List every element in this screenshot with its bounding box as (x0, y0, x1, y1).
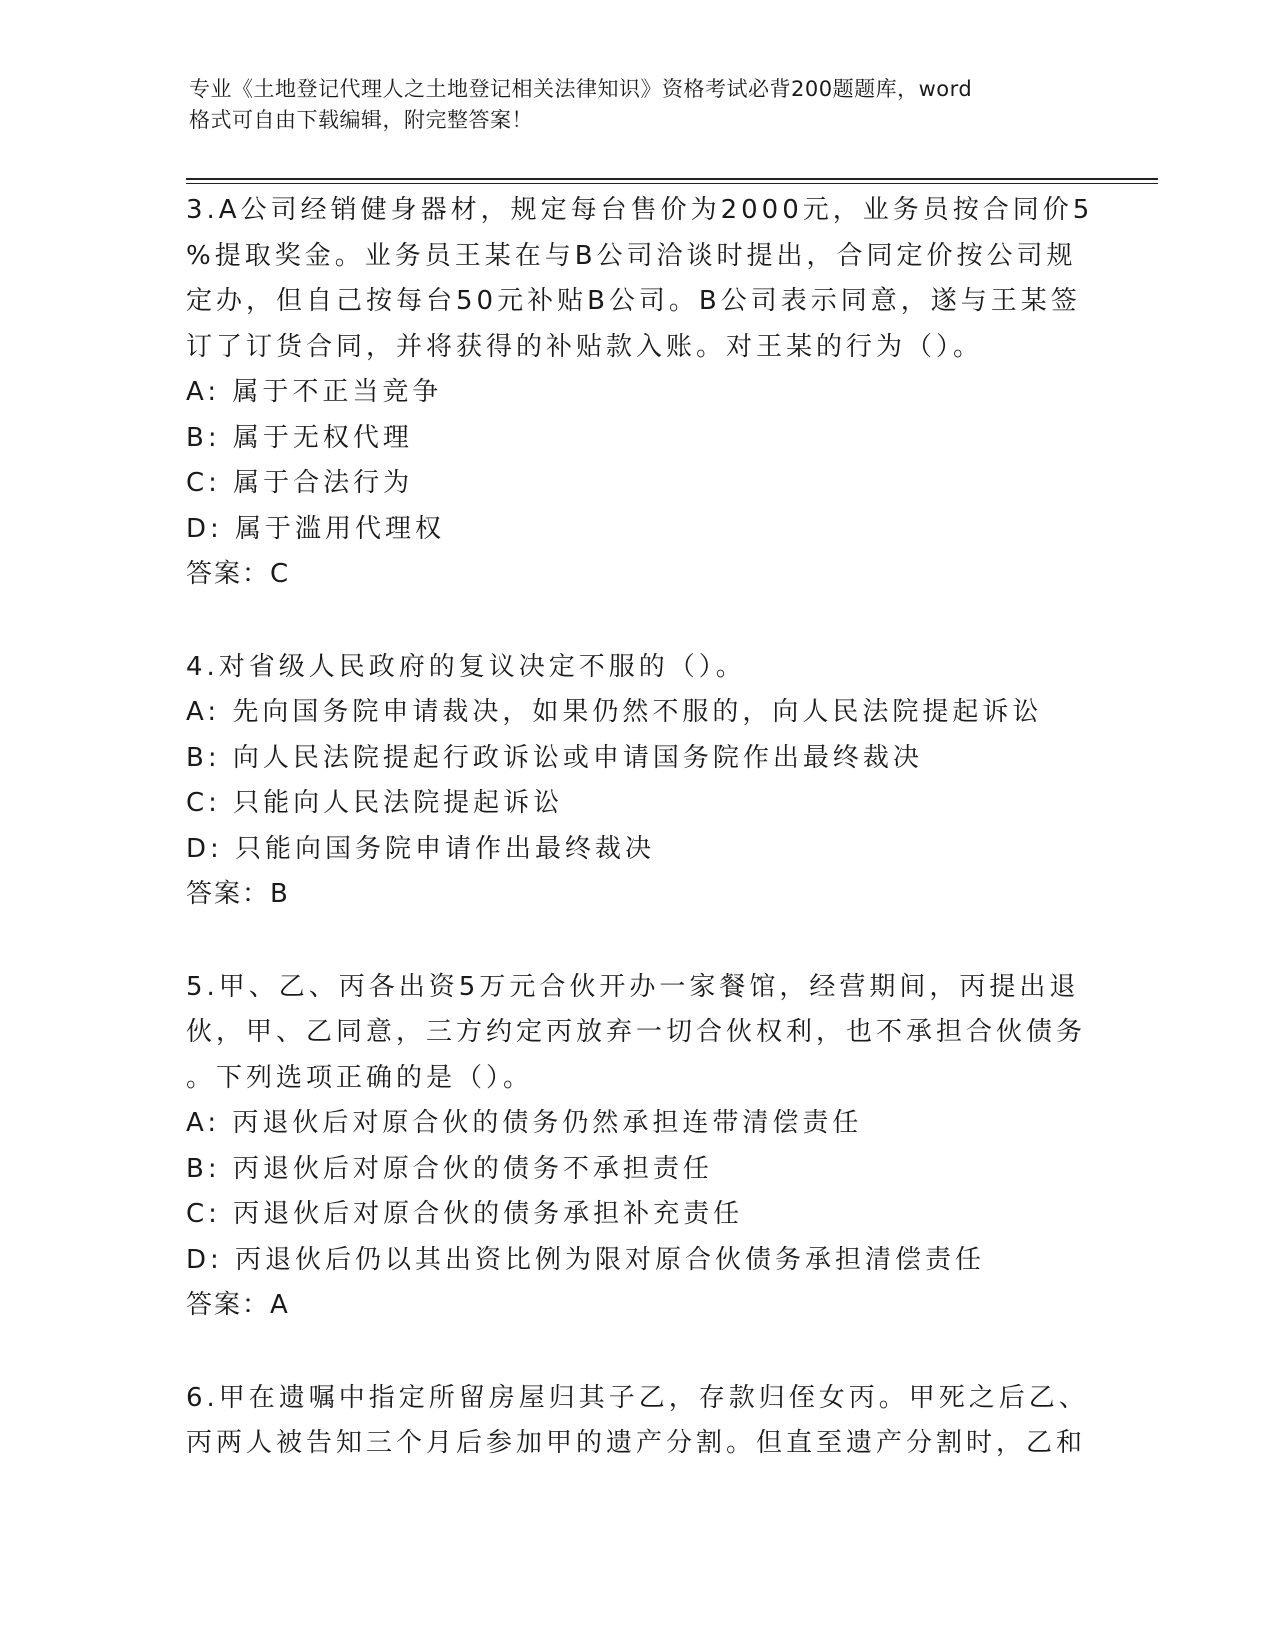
option-a: A: 丙退伙后对原合伙的债务仍然承担连带清偿责任 (186, 1108, 863, 1138)
option-b: B: 属于无权代理 (186, 422, 413, 453)
option-d: D: 只能向国务院申请作出最终裁决 (186, 833, 656, 864)
document-header (189, 74, 1089, 136)
stem-line: 丙两人被告知三个月后参加甲的遗产分割。但直至遗产分割时，乙和 (186, 1428, 1087, 1458)
question-stem (186, 645, 1086, 691)
stem-line: 伙，甲、乙同意，三方约定丙放弃一切合伙权利，也不承担合伙债务 (186, 1017, 1087, 1047)
question-list (186, 188, 1094, 1467)
answer-line: 答案：C (186, 559, 291, 589)
option-c: C: 只能向人民法院提起诉讼 (186, 788, 564, 818)
header-rule-thin (186, 183, 1158, 184)
answer-line: 答案：B (186, 879, 290, 909)
question-spacer (186, 918, 1086, 965)
question-spacer (186, 1329, 1086, 1376)
option-b: B: 丙退伙后对原合伙的债务不承担责任 (186, 1153, 713, 1184)
stem-line: 4.对省级人民政府的复议决定不服的（）。 (186, 651, 746, 682)
option-c: C: 丙退伙后对原合伙的债务承担补充责任 (186, 1199, 744, 1229)
stem-line: %提取奖金。业务员王某在与B公司洽谈时提出，合同定价按公司规 (186, 240, 1077, 271)
stem-line: 。下列选项正确的是（）。 (186, 1062, 534, 1093)
stem-line: 5.甲、乙、丙各出资5万元合伙开办一家餐馆，经营期间，丙提出退 (186, 971, 1080, 1002)
option-a: A: 先向国务院申请裁决，如果仍然不服的，向人民法院提起诉讼 (186, 697, 1043, 727)
stem-line: 定办，但自己按每台50元补贴B公司。B公司表示同意，遂与王某签 (186, 286, 1081, 316)
question-3 (186, 188, 1094, 598)
option-d: D: 属于滥用代理权 (186, 513, 446, 544)
option-b: B: 向人民法院提起行政诉讼或申请国务院作出最终裁决 (186, 742, 923, 773)
stem-line: 6.甲在遗嘱中指定所留房屋归其子乙，存款归侄女丙。甲死之后乙、 (186, 1382, 1089, 1413)
answer-line: 答案：A (186, 1290, 290, 1320)
option-c: C: 属于合法行为 (186, 468, 414, 498)
question-stem (186, 188, 1094, 370)
option-a: A: 属于不正当竞争 (186, 377, 443, 407)
question-4 (186, 645, 1086, 918)
question-stem (186, 1376, 1089, 1467)
option-d: D: 丙退伙后仍以其出资比例为限对原合伙债务承担清偿责任 (186, 1244, 986, 1275)
header-line-1: 专业《土地登记代理人之土地登记相关法律知识》资格考试必背200题题库，word (189, 77, 973, 101)
header-rule-thick (186, 178, 1158, 180)
question-6 (186, 1376, 1089, 1467)
question-spacer (186, 598, 1086, 645)
stem-line: 3.A公司经销健身器材，规定每台售价为2000元，业务员按合同价5 (186, 195, 1094, 225)
question-stem (186, 965, 1086, 1102)
question-5 (186, 965, 1086, 1329)
header-line-2: 格式可自由下载编辑，附完整答案！ (189, 108, 533, 132)
stem-line: 订了订货合同，并将获得的补贴款入账。对王某的行为（）。 (186, 331, 984, 362)
